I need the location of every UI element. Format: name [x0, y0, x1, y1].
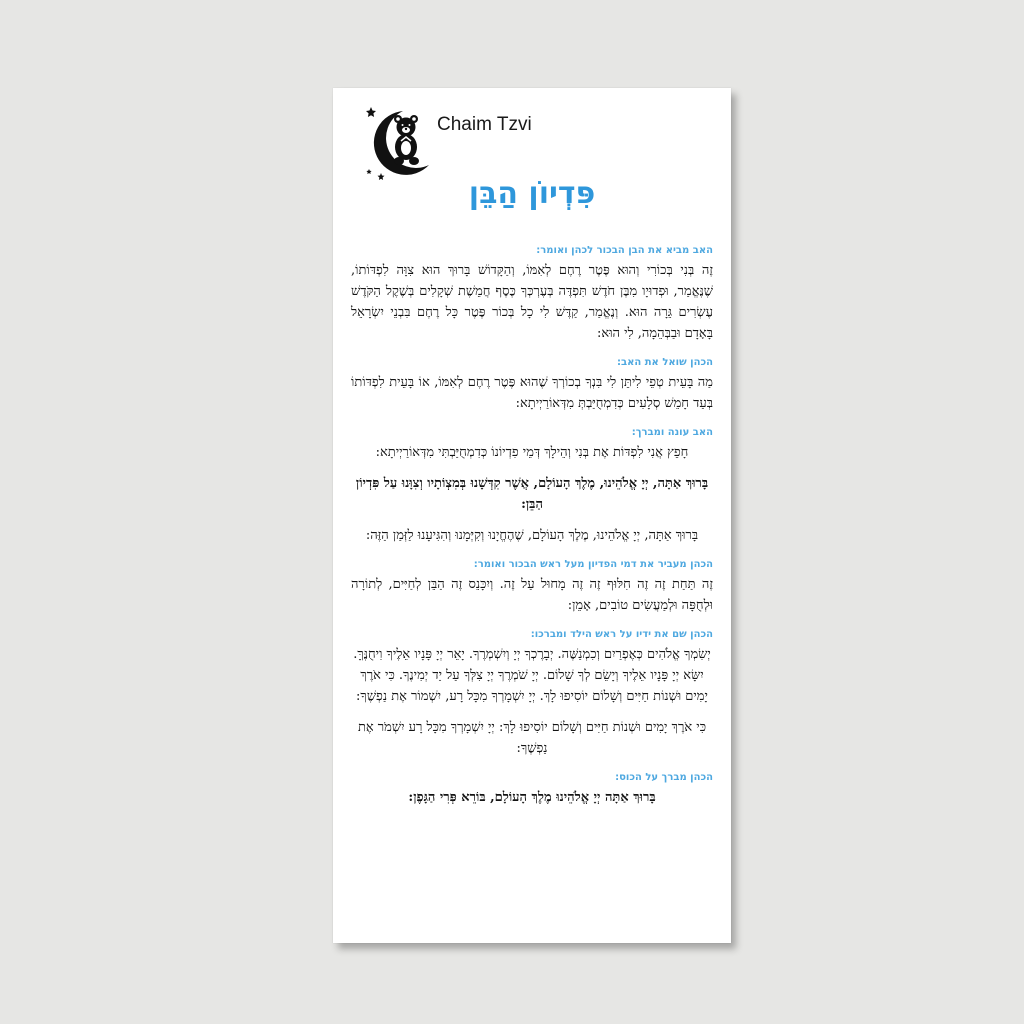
blessing-text: בָּרוּךְ אַתָּה, יְיָ אֱלֹהֵינוּ, מֶלֶךְ הָעוֹלָם, אֲשֶׁר קִדְּשָׁנוּ בְּמִצְוֹתָיו וְצִוָּנוּ עַל פִּדְיוֹן הַבֵּן: [355, 476, 709, 512]
section-kohen-wine [351, 771, 713, 808]
blessing-text: חָפֵץ אֲנִי לִפְדּוֹת אֶת בְּנִי וְהֵילָךְ דְּמֵי פִדְיוֹנוֹ כְּדִמְחֻיַּבְתִּי מִדְּאוֹרַיְיתָא: [375, 445, 689, 460]
blessing-text: יְשִׂמְךָ אֱלֹהִים כְּאֶפְרַיִם וְכִמְנַשֶּׁה. יְבָרֶכְךָ יְיָ וְיִשְׁמְרֶךָ. יָאֵר יְיָ פָּנָיו אֵלֶיךָ וִיחֻנֶּךָּ. יִשָּׂא יְיָ פָּנָיו אֵלֶיךָ וְיָשֵׂם לְךָ שָׁלוֹם. יְיָ שֹׁמְרֶךָ יְיָ צִלְּךָ עַל יַד יְמִינֶךָ. כִּי אֹרֶךְ יָמִים וּשְׁנוֹת חַיִּים וְשָׁלוֹם יוֹסִיפוּ לָךְ. יְיָ יִשְׁמָרְךָ מִכָּל רָע, יִשְׁמוֹר אֶת נַפְשֶׁךָ: [353, 647, 711, 704]
blessing-text: מַה בָּעֵית טְפֵי לִיתֵּן לִי בִּנְךָ בְכוֹרְךָ שֶׁהוּא פֶּטֶר רֶחֶם לְאִמּוֹ, אוֹ בָּעֵית לִפְדּוֹתוֹ בְּעַד חָמֵשׁ סְלָעִים כְּדִמְחֻיַּבְתְּ מִדְּאוֹרַיְיתָא: [351, 375, 713, 411]
page-title: פִּדְיוֹן הַבֵּן [468, 176, 596, 211]
blessing-text: בָּרוּךְ אַתָּה, יְיָ אֱלֹהֵינוּ, מֶלֶךְ הָעוֹלָם, שֶׁהֶחֱיָנוּ וְקִיְּמָנוּ וְהִגִּיעָנוּ לַזְּמַן הַזֶּה: [365, 528, 699, 543]
blessing-text: זֶה בְּנִי בְּכוֹרִי וְהוּא פֶּטֶר רֶחֶם לְאִמּוֹ, וְהַקָּדוֹשׁ בָּרוּךְ הוּא צִוָּה לִפְדּוֹתוֹ, שֶׁנֶּאֱמַר, וּפְדוּיָו מִבֶּן חֹדֶשׁ תִּפְדֶּה בְּעֶרְכְּךָ כֶּסֶף חֲמֵשֶׁת שְׁקָלִים בְּשֶׁקֶל הַקֹּדֶשׁ עֶשְׂרִים גֵּרָה הוּא. וְנֶאֱמַר, קַדֶּשׁ לִי כָל בְּכוֹר פֶּטֶר כָּל רֶחֶם בִּבְנֵי יִשְׂרָאֵל בָּאָדָם וּבַבְּהֵמָה, לִי הוּא: [351, 263, 713, 341]
blessings-content [351, 244, 713, 808]
section-kohen-asks [351, 356, 713, 414]
section-kohen-blesses-child [351, 628, 713, 759]
section-label: הכהן מעביר את דמי הפדיון מעל ראש הבכור ואומר: [473, 559, 713, 570]
section-kohen-redemption [351, 558, 713, 616]
pidyon-card [333, 88, 731, 943]
section-label: האב מביא את הבן הבכור לכהן ואומר: [536, 245, 713, 256]
section-father-presents [351, 244, 713, 344]
section-label: הכהן שם את ידיו על ראש הילד ומברכו: [530, 629, 713, 640]
teddy-bear-on-moon-icon [363, 103, 433, 181]
blessing-text: בָּרוּךְ אַתָּה יְיָ אֱלֹהֵינוּ מֶלֶךְ הָעוֹלָם, בּוֹרֵא פְּרִי הַגָּפֶן: [408, 790, 656, 805]
blessing-text: זֶה תַּחַת זֶה זֶה חִלּוּף זֶה זֶה מָחוּל עַל זֶה. וְיִכָּנֵס זֶה הַבֵּן לְחַיִּים, לְתוֹרָה וּלְחֻפָּה וּלְמַעֲשִׂים טוֹבִים, אָמֵן: [351, 577, 713, 613]
blessing-text: כִּי אֹרֶךְ יָמִים וּשְׁנוֹת חַיִּים וְשָׁלוֹם יוֹסִיפוּ לָךְ: יְיָ יִשְׁמָרְךָ מִכָּל רָע יִשְׁמֹר אֶת נַפְשֶׁךָ: [357, 720, 707, 756]
section-label: הכהן שואל את האב: [617, 357, 713, 368]
section-father-answers [351, 426, 713, 546]
section-label: הכהן מברך על הכוס: [615, 772, 713, 783]
section-label: האב עונה ומברך: [631, 427, 713, 438]
brand-name: Chaim Tzvi [437, 114, 532, 135]
